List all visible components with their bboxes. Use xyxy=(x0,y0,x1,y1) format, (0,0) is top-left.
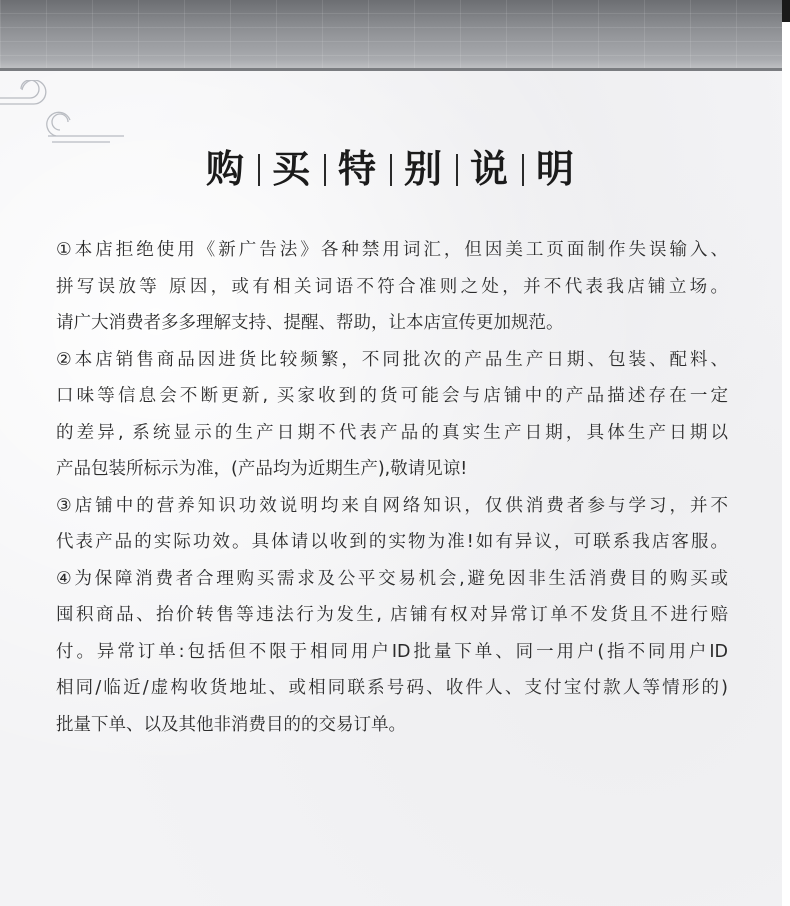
notice-line: 批量下单、以及其他非消费目的的交易订单。 xyxy=(56,714,406,735)
notice-line: 的差异, 系统显示的生产日期不代表产品的真实生产日期，具体生产日期以 xyxy=(56,422,728,443)
title-char: 特 xyxy=(337,146,378,191)
title-separator xyxy=(522,154,524,186)
right-edge-strip xyxy=(782,0,790,906)
notice-line: 产品包装所标示为准，(产品均为近期生产),敬请见谅! xyxy=(56,459,468,479)
notice-line: 付。异常订单:包括但不限于相同用户ID批量下单、同一用户(指不同用户ID xyxy=(56,641,728,662)
notice-line: 囤积商品、抬价转售等违法行为发生, 店铺有权对异常订单不发货且不进行赔 xyxy=(56,605,728,625)
notice-line: 代表产品的实际功效。具体请以收到的实物为准!如有异议，可联系我店客服。 xyxy=(56,532,728,552)
title-separator xyxy=(258,154,260,186)
notice-line: 请广大消费者多多理解支持、提醒、帮助，让本店宣传更加规范。 xyxy=(56,313,564,333)
title-char: 购 xyxy=(205,146,246,191)
right-edge-dark-mark xyxy=(782,0,790,22)
title-char: 说 xyxy=(470,146,511,191)
notice-line: ②本店销售商品因进货比较频繁，不同批次的产品生产日期、包装、配料、 xyxy=(56,349,728,370)
title-separator xyxy=(324,154,326,186)
notice-line: 拼写误放等 原因，或有相关词语不符合准则之处，并不代表我店铺立场。 xyxy=(56,276,728,297)
pavement-photo-strip xyxy=(0,0,782,70)
notice-body xyxy=(56,232,728,743)
notice-line: 相同/临近/虚构收货地址、或相同联系号码、收件人、支付宝付款人等情形的) xyxy=(56,678,728,698)
title-separator xyxy=(456,154,458,186)
title-char: 别 xyxy=(404,146,445,191)
notice-line: ①本店拒绝使用《新广告法》各种禁用词汇，但因美工页面制作失误输入、 xyxy=(56,240,728,260)
notice-line: ④为保障消费者合理购买需求及公平交易机会,避免因非生活消费目的购买或 xyxy=(56,568,728,589)
page-title xyxy=(0,138,782,193)
title-char: 买 xyxy=(271,146,312,191)
title-separator xyxy=(390,154,392,186)
title-char: 明 xyxy=(536,146,577,191)
notice-line: 口味等信息会不断更新, 买家收到的货可能会与店铺中的产品描述存在一定 xyxy=(56,386,728,406)
notice-line: ③店铺中的营养知识功效说明均来自网络知识，仅供消费者参与学习，并不 xyxy=(56,495,728,516)
